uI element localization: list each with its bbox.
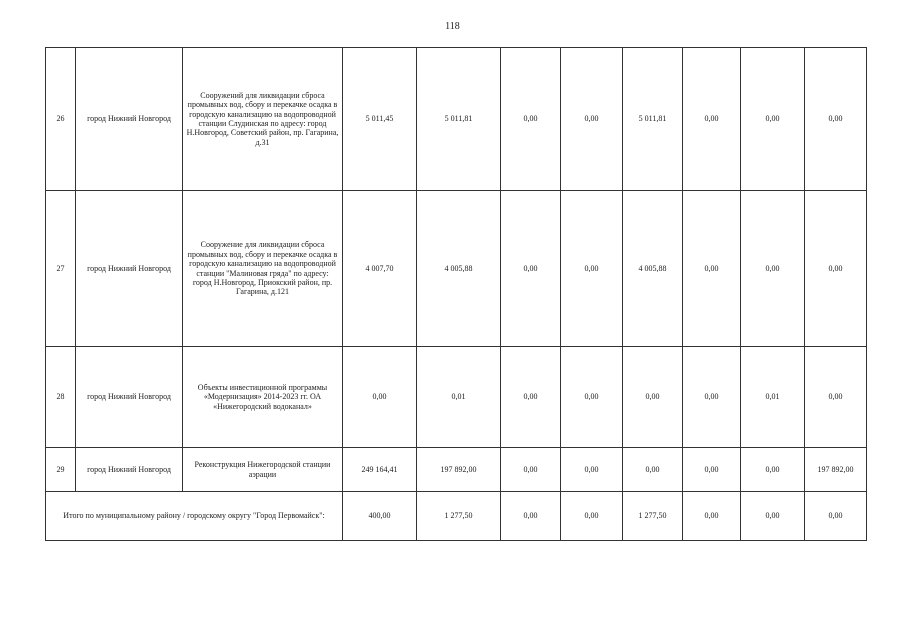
page-number: 118	[445, 21, 460, 32]
total-value-cell: 0,00	[683, 492, 741, 541]
row-number: 27	[46, 191, 76, 347]
value-cell: 197 892,00	[417, 448, 501, 492]
value-cell: 4 005,88	[623, 191, 683, 347]
total-value-cell: 1 277,50	[417, 492, 501, 541]
value-cell: 0,01	[741, 347, 805, 448]
total-value-cell: 0,00	[501, 492, 561, 541]
value-cell: 0,00	[501, 191, 561, 347]
municipality-cell: город Нижний Новгород	[76, 448, 183, 492]
table-row	[46, 191, 867, 347]
total-value-cell: 0,00	[561, 492, 623, 541]
row-number: 29	[46, 448, 76, 492]
value-cell: 0,00	[683, 347, 741, 448]
value-cell: 0,00	[501, 48, 561, 191]
value-cell: 4 007,70	[343, 191, 417, 347]
value-cell: 0,00	[741, 448, 805, 492]
value-cell: 0,00	[561, 448, 623, 492]
row-number: 28	[46, 347, 76, 448]
object-cell: Сооружение для ликвидации сброса промывных вод, сбору и перекачке осадка в городскую канализацию на водопроводной станции "Малиновая гряда" по адресу: город Н.Новгород, Приокский район, пр. Гагарина, д.121	[183, 191, 343, 347]
value-cell: 0,00	[561, 48, 623, 191]
value-cell: 0,00	[683, 448, 741, 492]
table-row	[46, 448, 867, 492]
value-cell: 0,00	[741, 48, 805, 191]
total-value-cell: 0,00	[741, 492, 805, 541]
data-table	[45, 47, 867, 541]
municipality-cell: город Нижний Новгород	[76, 48, 183, 191]
value-cell: 5 011,81	[417, 48, 501, 191]
value-cell: 0,00	[683, 48, 741, 191]
value-cell: 0,01	[417, 347, 501, 448]
object-cell: Реконструкция Нижегородской станции аэрации	[183, 448, 343, 492]
value-cell: 0,00	[623, 448, 683, 492]
value-cell: 0,00	[805, 191, 867, 347]
object-cell: Сооружений для ликвидации сброса промывных вод, сбору и перекачке осадка в городскую канализацию на водопроводной станции Слудинская по адресу: город Н.Новгород, Советский район, пр. Гагарина, д.31	[183, 48, 343, 191]
table-row	[46, 347, 867, 448]
value-cell: 249 164,41	[343, 448, 417, 492]
municipality-cell: город Нижний Новгород	[76, 191, 183, 347]
table-row	[46, 48, 867, 191]
value-cell: 0,00	[501, 347, 561, 448]
object-cell: Объекты инвестиционной программы «Модернизация» 2014-2023 гг. ОА «Нижегородский водоканал»	[183, 347, 343, 448]
total-value-cell: 1 277,50	[623, 492, 683, 541]
municipality-cell: город Нижний Новгород	[76, 347, 183, 448]
value-cell: 197 892,00	[805, 448, 867, 492]
value-cell: 0,00	[683, 191, 741, 347]
value-cell: 0,00	[561, 191, 623, 347]
value-cell: 0,00	[501, 448, 561, 492]
total-row	[46, 492, 867, 541]
value-cell: 0,00	[561, 347, 623, 448]
total-label: Итого по муниципальному району / городскому округу "Город Первомайск":	[46, 492, 343, 541]
value-cell: 0,00	[805, 347, 867, 448]
value-cell: 0,00	[623, 347, 683, 448]
value-cell: 0,00	[805, 48, 867, 191]
value-cell: 0,00	[741, 191, 805, 347]
value-cell: 5 011,81	[623, 48, 683, 191]
row-number: 26	[46, 48, 76, 191]
value-cell: 0,00	[343, 347, 417, 448]
value-cell: 4 005,88	[417, 191, 501, 347]
total-value-cell: 400,00	[343, 492, 417, 541]
total-value-cell: 0,00	[805, 492, 867, 541]
value-cell: 5 011,45	[343, 48, 417, 191]
